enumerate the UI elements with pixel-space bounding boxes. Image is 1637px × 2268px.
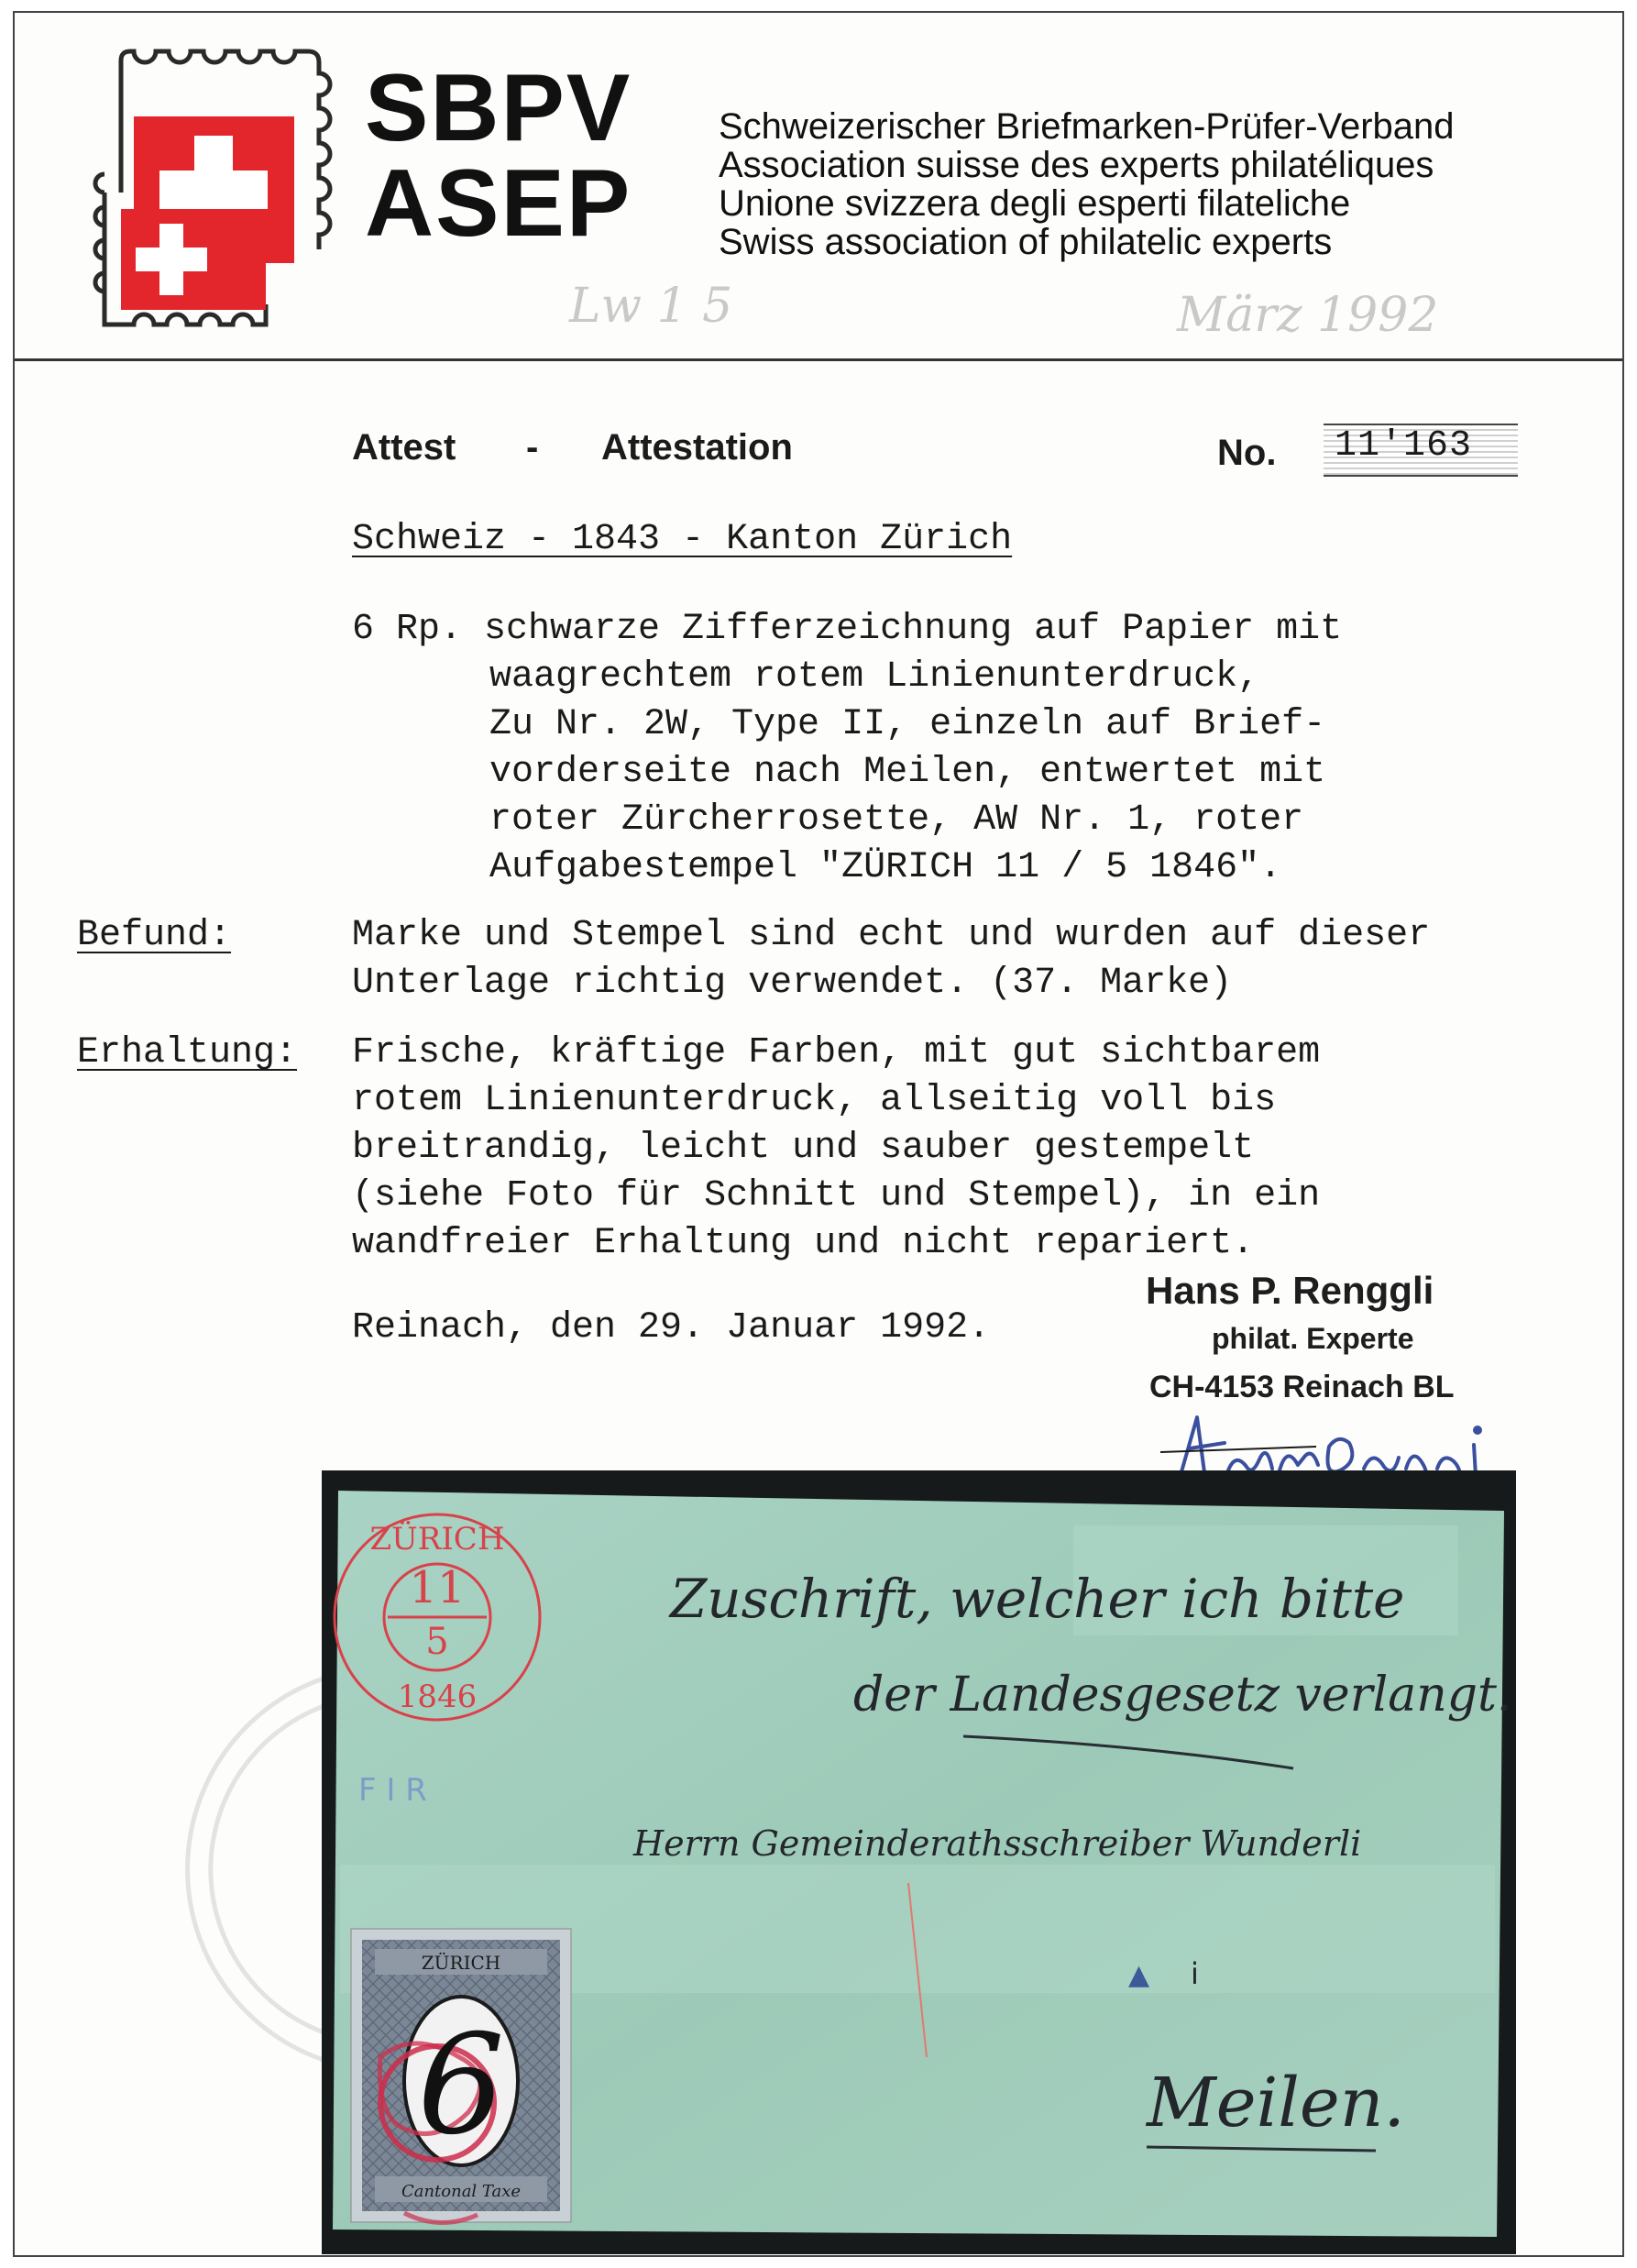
condition-line: (siehe Foto für Schnitt und Stempel), in ein xyxy=(352,1175,1321,1217)
description-line: Aufgabestempel "ZÜRICH 11 / 5 1846". xyxy=(489,847,1282,888)
assoc-name-it: Unione svizzera degli esperti filateliche xyxy=(719,183,1351,224)
condition-label: Erhaltung: xyxy=(77,1032,298,1073)
attest-dash: - xyxy=(526,427,539,468)
place-date: Reinach, den 29. Januar 1992. xyxy=(352,1307,991,1349)
stamp-value: 6 xyxy=(417,2006,505,2165)
assoc-name-en: Swiss association of philatelic experts xyxy=(719,222,1333,262)
assoc-name-de: Schweizerischer Briefmarken-Prüfer-Verband xyxy=(719,106,1455,147)
faint-pencil-note-right: März 1992 xyxy=(1177,288,1439,343)
logo-abbr-sbpv: SBPV xyxy=(365,55,632,161)
pencil-note: F I R xyxy=(358,1772,427,1809)
subject-line: Schweiz - 1843 - Kanton Zürich xyxy=(352,519,1013,560)
postmark-year: 1846 xyxy=(397,1679,478,1715)
condition-line: Frische, kräftige Farben, mit gut sichtbarem xyxy=(352,1032,1321,1073)
condition-line: rotem Linienunterdruck, allseitig voll bis xyxy=(352,1080,1277,1121)
condition-line: breitrandig, leicht und sauber gestempelt xyxy=(352,1128,1255,1169)
manuscript-line: Herrn Gemeinderathsschreiber Wunderli xyxy=(633,1823,1362,1864)
postmark-town: ZÜRICH xyxy=(369,1521,505,1558)
logo-abbr-asep: ASEP xyxy=(365,150,632,257)
description-line: vorderseite nach Meilen, entwertet mit xyxy=(489,752,1326,793)
description-line: waagrechtem rotem Linienunterdruck, xyxy=(489,656,1260,698)
expert-address: CH-4153 Reinach BL xyxy=(1149,1370,1455,1404)
attest-label-de: Attest xyxy=(352,427,456,468)
postmark-day: 11 xyxy=(409,1562,466,1613)
svg-text:i: i xyxy=(1191,1956,1199,1991)
postmark-month: 5 xyxy=(425,1621,449,1663)
stamp-bottom-inscription: Cantonal Taxe xyxy=(401,2182,522,2201)
embossed-seal-icon xyxy=(175,1658,331,2080)
faint-pencil-note-left: Lw 1 5 xyxy=(569,279,733,334)
description-line: 6 Rp. schwarze Zifferzeichnung auf Papier mit xyxy=(352,609,1343,650)
expert-title: philat. Experte xyxy=(1212,1322,1414,1355)
destination-town: Meilen. xyxy=(1147,2064,1405,2142)
findings-line: Marke und Stempel sind echt und wurden auf dieser xyxy=(352,915,1431,956)
condition-line: wandfreier Erhaltung und nicht repariert. xyxy=(352,1223,1255,1264)
manuscript-line: Zuschrift, welcher ich bitte xyxy=(670,1568,1405,1630)
findings-label: Befund: xyxy=(77,915,232,956)
assoc-name-fr: Association suisse des experts philatéliques xyxy=(719,145,1434,185)
description-line: Zu Nr. 2W, Type II, einzeln auf Brief- xyxy=(489,704,1326,745)
description-line: roter Zürcherrosette, AW Nr. 1, roter xyxy=(489,799,1304,841)
blue-mark-icon: ▲ xyxy=(1128,1959,1150,1991)
manuscript-line: der Landesgesetz verlangt. xyxy=(853,1668,1512,1723)
sbpv-logo-icon xyxy=(79,29,363,341)
attest-number-label: No. xyxy=(1217,433,1277,473)
certificate-sheet xyxy=(13,11,1624,2257)
expert-name: Hans P. Renggli xyxy=(1146,1269,1434,1312)
header-divider xyxy=(15,358,1622,361)
stamp-top-inscription: ZÜRICH xyxy=(421,1952,501,1974)
stamp-overstrike-line xyxy=(1160,1447,1316,1452)
attest-label-fr: Attestation xyxy=(601,427,793,468)
cover-photo xyxy=(322,1470,1516,2254)
findings-line: Unterlage richtig verwendet. (37. Marke) xyxy=(352,963,1233,1004)
attest-number-value: 11'163 xyxy=(1335,425,1473,467)
